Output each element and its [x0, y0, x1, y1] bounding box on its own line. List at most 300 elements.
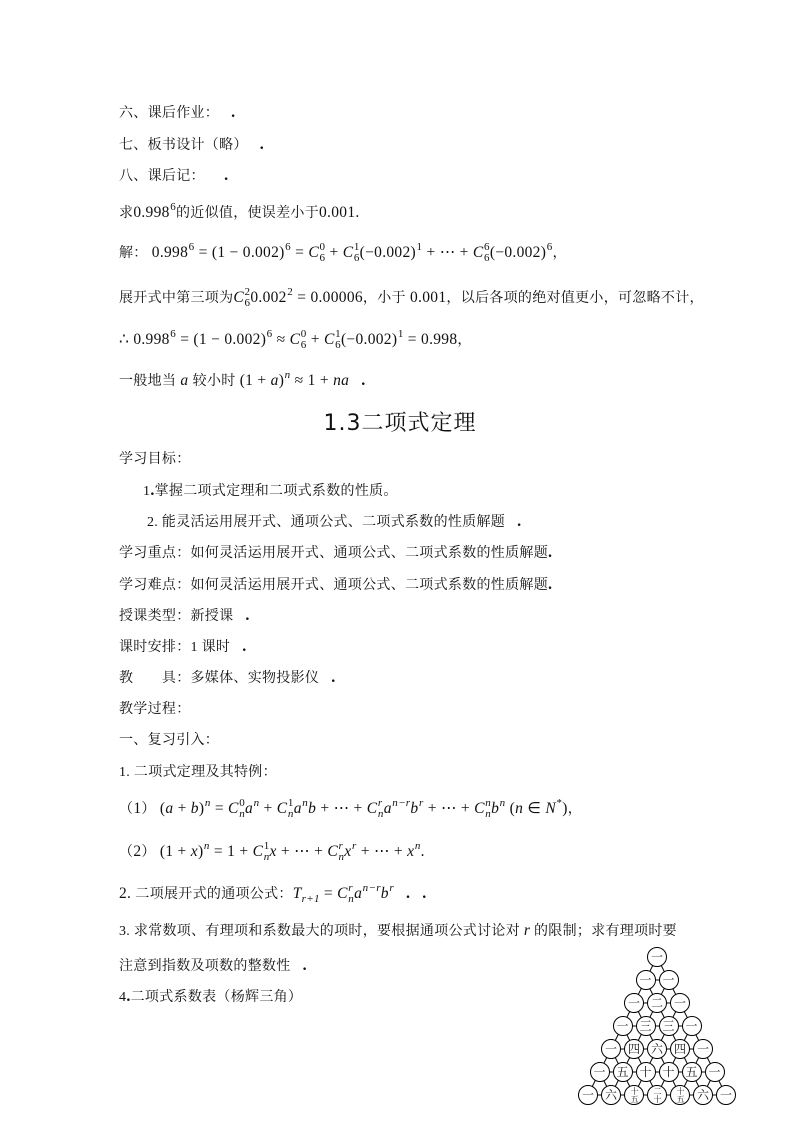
binomial-coefficient: [308, 242, 325, 264]
superscript: 6: [546, 241, 553, 253]
latin-run: 0.998: [133, 204, 170, 221]
text-run: 求0.998: [119, 204, 170, 221]
coefficient-symbol: C: [366, 800, 378, 817]
yanghui-number: 一: [581, 1088, 594, 1102]
coefficient-superscript: 0: [319, 241, 326, 253]
superscript: n: [302, 797, 309, 809]
yanghui-number: 一: [662, 973, 675, 987]
latin-run: + ⋯ +: [422, 244, 473, 261]
variable: b: [491, 800, 500, 817]
text-run: )，: [562, 800, 583, 817]
yanghui-number: 一: [593, 1065, 606, 1079]
yanghui-number: 三: [639, 1019, 652, 1033]
teaching-process-heading: [119, 700, 191, 720]
coefficient-subscript: n: [338, 851, 345, 863]
superscript: n: [204, 797, 211, 809]
text-run: = 0.998，: [403, 331, 472, 348]
binomial-theorem-formula: [119, 798, 582, 820]
text-run: [307, 333, 324, 348]
variable: b: [410, 800, 419, 817]
binomial-coefficient: [277, 798, 294, 820]
latin-run: [530, 924, 534, 939]
latin-run: 1: [143, 484, 151, 499]
latin-run: +: [325, 244, 343, 261]
variable: x: [344, 843, 352, 860]
yanghui-cell: [670, 993, 690, 1013]
coefficient-subscript: 6: [353, 252, 360, 264]
yanghui-number: 一: [616, 1019, 629, 1033]
superscript: n: [499, 797, 506, 809]
variable: x: [407, 843, 415, 860]
superscript: 6: [170, 201, 176, 213]
latin-run: ): [278, 372, 285, 389]
text-run: 八、课后记：: [119, 169, 213, 184]
binomial-coefficient: [253, 841, 270, 863]
superscript: r: [389, 882, 394, 894]
superscript: 6: [285, 241, 291, 253]
text-run: 学习重点：如何灵活运用展开式、通项公式、二项式系数的性质解题: [119, 546, 548, 561]
yanghui-number: 二十: [653, 1087, 662, 1103]
superscript: *: [556, 797, 563, 809]
yanghui-cell: [647, 947, 667, 967]
latin-run: +: [173, 800, 191, 817]
text-run: [259, 802, 276, 817]
coefficient-table-heading: [119, 987, 302, 1008]
coefficient-superscript: 0: [300, 328, 307, 340]
coefficient-symbol: C: [342, 244, 354, 261]
superscript: 1: [397, 328, 404, 340]
text-run: 教学过程：: [119, 702, 191, 717]
latin-run: 1: [133, 800, 142, 817]
bold-dot: .: [224, 167, 229, 184]
text-run: 学习难点：如何灵活运用展开式、通项公式、二项式系数的性质解题: [119, 578, 548, 593]
latin-run: 0.001.: [319, 204, 360, 221]
yanghui-cell: [624, 1085, 644, 1105]
text-run: 2. 能灵活运用展开式、通项公式、二项式系数的性质解题: [147, 515, 506, 530]
text-run: [316, 802, 367, 817]
text-run: [341, 333, 397, 348]
latin-run: ): [197, 843, 204, 860]
latin-run: [188, 372, 192, 389]
latin-run: ∈: [523, 800, 546, 817]
latin-run: (: [505, 800, 516, 817]
superscript: n: [284, 369, 291, 381]
text-run: [360, 246, 416, 261]
variable: a: [383, 800, 392, 817]
bold-dot: .: [548, 544, 553, 561]
latin-run: +: [259, 800, 277, 817]
text-run: [290, 374, 333, 389]
superscript: 6: [188, 241, 195, 253]
coefficient-symbol: C: [474, 800, 485, 817]
latin-run: =: [210, 800, 229, 817]
yanghui-number: 二: [650, 996, 663, 1010]
coefficient-symbol: C: [337, 885, 348, 902]
binomial-coefficient: [473, 242, 490, 264]
yanghui-number: 十: [639, 1065, 652, 1079]
yanghui-cell: [601, 1039, 621, 1059]
text-run: 一般地当: [119, 374, 180, 389]
yanghui-cell: [578, 1085, 598, 1105]
yanghui-cell: [716, 1085, 736, 1105]
text-run: 2. 二项展开式的通项公式：: [119, 885, 293, 902]
superscript: n: [253, 797, 260, 809]
yanghui-cell: [682, 1016, 702, 1036]
superscript: r: [351, 840, 357, 852]
yanghui-number: 六: [696, 1088, 709, 1102]
latin-run: ): [198, 800, 205, 817]
yanghui-number: 一: [639, 973, 652, 987]
yanghui-cell: [659, 970, 679, 990]
learning-goals-heading: [119, 450, 191, 470]
latin-run: 0.001: [405, 289, 447, 306]
text-run: （2） (1 +: [119, 843, 191, 860]
latin-run: ): [562, 800, 568, 817]
coefficient-subscript: n: [239, 808, 245, 820]
variable: a: [180, 372, 189, 389]
text-run: [272, 333, 289, 348]
text-run: ，: [552, 246, 567, 261]
superscript: r: [418, 797, 424, 809]
text-run: 七、板书设计（略）: [119, 138, 248, 153]
yanghui-number: 十: [662, 1065, 675, 1079]
coefficient-superscript: r: [338, 840, 344, 852]
text-run: [291, 246, 308, 261]
variable: x: [190, 843, 198, 860]
coefficient-subscript: n: [485, 808, 492, 820]
coefficient-superscript: 0: [239, 797, 245, 809]
text-run: [277, 845, 328, 860]
coefficient-superscript: r: [377, 797, 383, 809]
yanghui-cell: [659, 1016, 679, 1036]
latin-run: =: [290, 244, 309, 261]
latin-run: (−0.002): [359, 244, 416, 261]
text-run: = 0.00006，小于 0.001，以后各项的绝对值更小，可忽略不计，: [293, 289, 704, 306]
variable: b: [190, 800, 199, 817]
binomial-coefficient: [367, 798, 384, 820]
bold-dot: .: [126, 988, 131, 1005]
yanghui-cell: [636, 1062, 656, 1082]
variable: a: [245, 800, 254, 817]
text-run: [210, 845, 253, 860]
coefficient-superscript: 1: [263, 840, 270, 852]
third-term-note: [119, 287, 704, 309]
text-run: [194, 246, 284, 261]
yanghui-number: 三: [662, 1019, 675, 1033]
latin-run: (−0.002): [489, 244, 547, 261]
bold-dot: .: [231, 104, 236, 121]
text-run: [490, 246, 546, 261]
latin-run: = 0.00006: [293, 289, 363, 306]
latin-run: 4: [119, 990, 127, 1005]
bold-dot: .: [331, 669, 336, 686]
binomial-coefficient: [343, 242, 360, 264]
class-hours: [119, 637, 247, 658]
latin-run: 2.: [119, 885, 136, 902]
coefficient-subscript: 6: [300, 339, 307, 351]
text-run: [421, 845, 425, 860]
coefficient-superscript: r: [348, 882, 353, 894]
yanghui-triangle: [575, 943, 740, 1113]
text-run: [173, 802, 190, 817]
yanghui-cell: [682, 1062, 702, 1082]
coefficient-symbol: C: [289, 331, 301, 348]
yanghui-cell: [636, 970, 656, 990]
coefficient-subscript: 6: [319, 252, 326, 264]
yanghui-number: 一: [604, 1042, 617, 1056]
text-run: [523, 802, 545, 817]
coefficient-subscript: n: [287, 808, 294, 820]
variable: a: [293, 800, 302, 817]
bold-dot: .: [259, 136, 265, 153]
yanghui-cell: [647, 1039, 667, 1059]
yanghui-cell: [705, 1062, 725, 1082]
text-run: 展开式中第三项为: [119, 291, 234, 306]
yanghui-cell: [693, 1039, 713, 1059]
text-run: 1. 二项式定理及其特例：: [119, 765, 277, 780]
text-run: [320, 887, 337, 902]
text-run: （1） (: [119, 800, 166, 817]
superscript: n: [414, 840, 421, 852]
learning-goal-1: [143, 481, 398, 502]
latin-run: 2.: [147, 515, 162, 530]
yanghui-cell: [647, 993, 667, 1013]
yanghui-cell: [613, 1062, 633, 1082]
latin-run: = (1 − 0.002): [194, 244, 285, 261]
bold-dot: .: [150, 482, 155, 499]
coefficient-subscript: n: [377, 808, 384, 820]
latin-run: =: [319, 885, 338, 902]
coefficient-symbol: C: [252, 843, 264, 860]
text-run: [279, 374, 284, 389]
coefficient-superscript: 6: [484, 241, 490, 253]
binomial-coefficient: [290, 329, 307, 351]
bold-dot: .: [548, 576, 553, 593]
approximation-result: [119, 329, 472, 351]
latin-run: +: [306, 331, 325, 348]
coefficient-superscript: 1: [335, 328, 341, 340]
yanghui-cell: [659, 1062, 679, 1082]
yanghui-number: 一: [685, 1019, 698, 1033]
yanghui-number: 四: [673, 1042, 686, 1056]
latin-run: = (1 − 0.002): [176, 331, 267, 348]
superscript: 6: [170, 328, 177, 340]
text-run: 较小时 (1 +: [188, 374, 270, 389]
yanghui-number: 一: [627, 996, 640, 1010]
superscript: n−r: [392, 797, 411, 809]
bold-dot: .: [245, 607, 250, 624]
yanghui-cell: [693, 1085, 713, 1105]
difficult-points: [119, 575, 552, 596]
coefficient-symbol: C: [324, 331, 335, 348]
yanghui-number: 一: [696, 1042, 709, 1056]
text-run: [424, 802, 475, 817]
latin-run: (−0.002): [340, 331, 398, 348]
yanghui-number: 四: [627, 1042, 640, 1056]
text-run: 解： 0.998: [119, 244, 189, 261]
yanghui-number: 一: [708, 1065, 721, 1079]
latin-run: 0.002: [250, 289, 287, 306]
binomial-coefficient: [337, 883, 354, 905]
yanghui-number: 六: [604, 1088, 617, 1102]
yanghui-cell: [624, 1039, 644, 1059]
coefficient-superscript: 1: [353, 241, 360, 253]
text-run: [119, 333, 170, 348]
yanghui-number: 一: [650, 950, 663, 964]
superscript: n−r: [362, 882, 381, 894]
text-run: 掌握二项式定理和二项式系数的性质。: [154, 484, 398, 499]
variable: n: [515, 800, 524, 817]
coefficient-subscript: 6: [335, 339, 341, 351]
bold-dot: .: [242, 638, 247, 655]
general-term-formula: [119, 883, 427, 905]
yanghui-number: 十五: [630, 1087, 639, 1103]
superscript: 1: [416, 241, 423, 253]
special-case-formula: [119, 841, 425, 863]
solution-expansion: [119, 242, 567, 264]
homework-line: [119, 103, 235, 124]
post-class-notes-line: [119, 166, 228, 187]
coefficient-symbol: C: [233, 289, 245, 306]
yanghui-cell: [647, 1085, 667, 1105]
yanghui-cell: [601, 1085, 621, 1105]
superscript: n: [203, 840, 210, 852]
point-3-line-2: [119, 956, 307, 977]
text-run: [211, 802, 228, 817]
latin-run: = 0.998: [403, 331, 458, 348]
coefficient-superscript: 1: [287, 797, 294, 809]
yanghui-cell: [636, 1016, 656, 1036]
point-3-line-1: [119, 921, 677, 942]
variable: x: [269, 843, 277, 860]
latin-run: (1 +: [155, 843, 191, 860]
latin-run: .: [420, 843, 425, 860]
coefficient-subscript: n: [263, 851, 270, 863]
text-run: 教 具：多媒体、实物投影仪: [119, 671, 320, 686]
section-title: 1.3二项式定理: [323, 411, 477, 436]
bold-dot: .: [517, 513, 522, 530]
bold-dot: .: [302, 957, 307, 974]
learning-goal-2: [147, 512, 521, 533]
superscript: 2: [287, 286, 294, 298]
latin-run: ≈ 1 +: [290, 372, 334, 389]
text-run: [357, 845, 408, 860]
latin-run: 3.: [119, 924, 134, 939]
key-points: [119, 543, 552, 564]
variable: r: [523, 922, 531, 939]
exercise-question: [119, 203, 360, 224]
latin-run: = 1 +: [209, 843, 253, 860]
coefficient-symbol: C: [472, 244, 484, 261]
binomial-coefficient: [233, 287, 250, 309]
coefficient-subscript: 6: [484, 252, 490, 264]
teaching-aids: [119, 668, 336, 689]
yanghui-cell: [613, 1016, 633, 1036]
yanghui-cell: [590, 1062, 610, 1082]
latin-run: ≈: [272, 331, 290, 348]
superscript: 6: [266, 328, 273, 340]
yanghui-number: 一: [673, 996, 686, 1010]
text-run: 学习目标：: [119, 452, 191, 467]
bold-dot: .: [361, 372, 366, 389]
text-run: 二项式系数表（杨辉三角）: [130, 990, 303, 1005]
latin-run: + ⋯ +: [276, 843, 328, 860]
text-run: 课时安排：1 课时: [119, 640, 231, 655]
latin-run: + ⋯ +: [423, 800, 475, 817]
text-run: [176, 333, 266, 348]
text-run: 一、复习引入：: [119, 733, 220, 748]
latin-run: ∴ 0.998: [119, 331, 170, 348]
latin-run: + ⋯ +: [356, 843, 408, 860]
latin-run: (1 +: [235, 372, 271, 389]
text-run: 授课类型：新授课: [119, 609, 234, 624]
yanghui-cell: [624, 993, 644, 1013]
bold-dot: .: [422, 885, 427, 902]
text-run: 的限制；求有理项时要: [530, 924, 677, 939]
text-run: [198, 845, 203, 860]
latin-run: (: [155, 800, 166, 817]
yanghui-number: 一: [719, 1088, 732, 1102]
latin-run: 1.: [119, 765, 134, 780]
binomial-coefficient: [327, 841, 344, 863]
review-heading: [119, 731, 219, 751]
yanghui-number: 五: [685, 1065, 698, 1079]
text-run: 3. 求常数项、有理项和系数最大的项时，要根据通项公式讨论对: [119, 924, 524, 939]
subscript: r+1: [301, 893, 320, 905]
text-run: [325, 246, 342, 261]
text-run: [250, 291, 286, 306]
yanghui-number: 十五: [676, 1087, 685, 1103]
text-run: [199, 802, 204, 817]
variable: na: [333, 372, 350, 389]
text-run: 六、课后作业：: [119, 106, 220, 121]
variable: T: [292, 885, 302, 902]
variable: b: [380, 885, 389, 902]
variable: a: [165, 800, 174, 817]
text-run: 的近似值，使误差小于0.001.: [176, 204, 360, 221]
variable: N: [545, 800, 556, 817]
latin-run: 2: [133, 843, 142, 860]
coefficient-superscript: n: [485, 797, 492, 809]
yanghui-number: 六: [650, 1042, 663, 1056]
coefficient-symbol: C: [228, 800, 239, 817]
yanghui-cell: [670, 1085, 690, 1105]
binomial-coefficient: [228, 798, 245, 820]
board-design-line: [119, 135, 264, 156]
coefficient-superscript: 2: [244, 286, 251, 298]
yanghui-number: 五: [616, 1065, 629, 1079]
latin-run: 0.998: [147, 244, 189, 261]
coefficient-subscript: n: [348, 893, 355, 905]
yanghui-cell: [670, 1039, 690, 1059]
lesson-type: [119, 606, 250, 627]
text-run: [505, 802, 515, 817]
coefficient-symbol: C: [308, 244, 319, 261]
general-approximation: [119, 371, 366, 392]
coefficient-symbol: C: [276, 800, 288, 817]
variable: a: [270, 372, 279, 389]
text-run: 注意到指数及项数的整数性: [119, 959, 291, 974]
variable: b: [308, 800, 317, 817]
latin-run: 1: [190, 640, 202, 655]
latin-run: + ⋯ +: [316, 800, 367, 817]
variable: a: [354, 885, 363, 902]
theorem-heading: [119, 763, 277, 783]
coefficient-subscript: 6: [244, 297, 251, 309]
bold-dot: .: [405, 885, 411, 902]
binomial-coefficient: [324, 329, 341, 351]
binomial-coefficient: [474, 798, 491, 820]
